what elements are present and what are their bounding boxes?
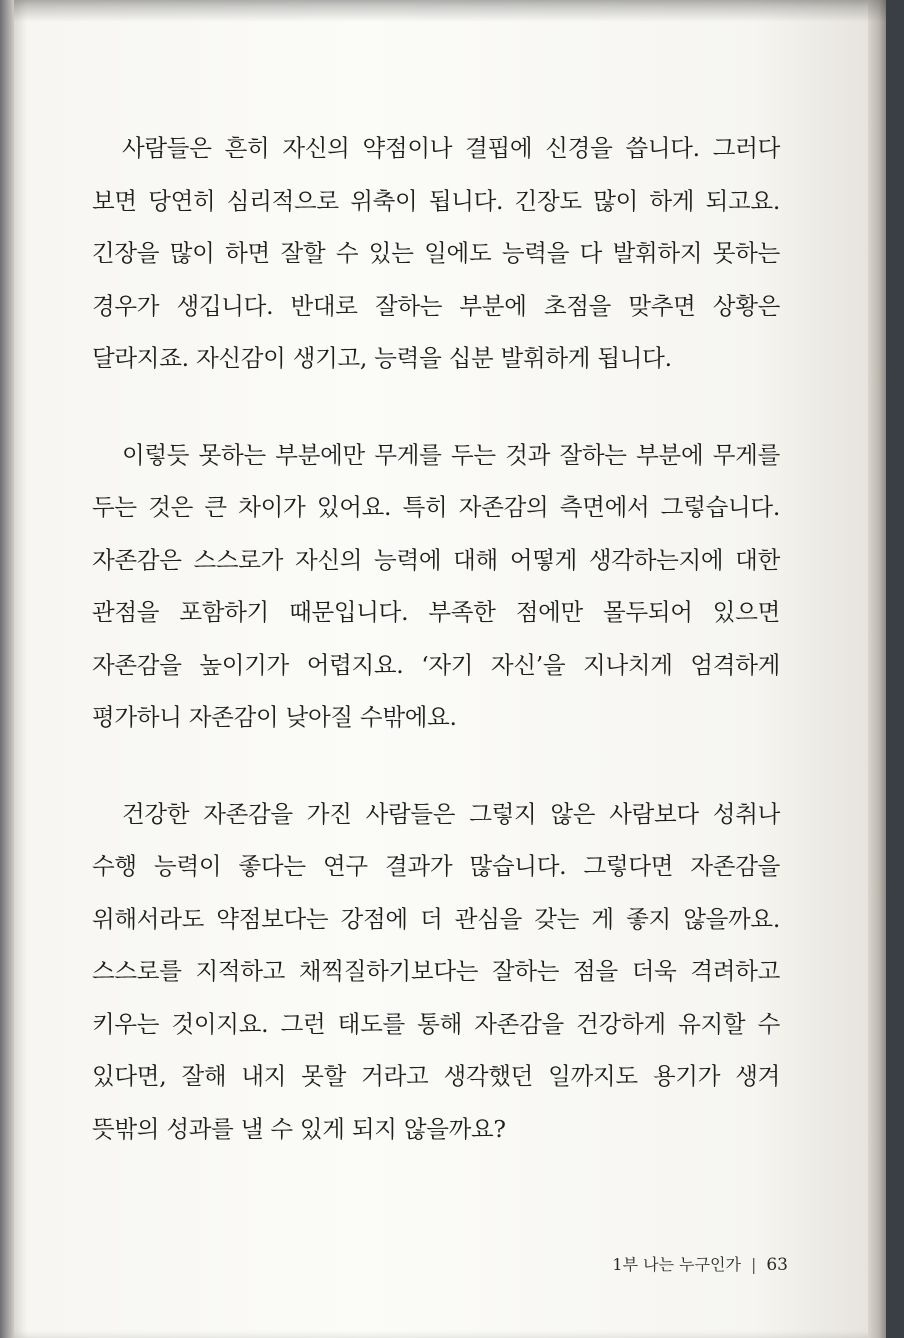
page-footer xyxy=(612,1252,788,1275)
top-shadow xyxy=(14,0,886,22)
footer-separator: | xyxy=(750,1255,757,1274)
paragraph-1: 사람들은 흔히 자신의 약점이나 결핍에 신경을 씁니다. 그러다 보면 당연히 심리적으로 위축이 됩니다. 긴장도 많이 하게 되고요. 긴장을 많이 하면 잘할 수 있는 일에도 능력을 다 발휘하지 못하는 경우가 생깁니다. 반대로 잘하는 부분에 초점을 맞추면 상황은 달라지죠. 자신감이 생기고, 능력을 십분 발휘하게 됩니다. xyxy=(92,134,780,372)
paragraph-3: 건강한 자존감을 가진 사람들은 그렇지 않은 사람보다 성취나 수행 능력이 좋다는 연구 결과가 많습니다. 그렇다면 자존감을 위해서라도 약점보다는 강점에 더 관심을 갖는 게 좋지 않을까요. 스스로를 지적하고 채찍질하기보다는 잘하는 점을 더욱 격려하고 키우는 것이지요. 그런 태도를 통해 자존감을 건강하게 유지할 수 있다면, 잘해 내지 못할 거라고 생각했던 일까지도 용기가 생겨 뜻밖의 성과를 낼 수 있게 되지 않을까요? xyxy=(92,799,780,1143)
page-edge xyxy=(868,0,886,1338)
paragraph-2: 이렇듯 못하는 부분에만 무게를 두는 것과 잘하는 부분에 무게를 두는 것은 큰 차이가 있어요. 특히 자존감의 측면에서 그렇습니다. 자존감은 스스로가 자신의 능력에 대해 어떻게 생각하는지에 대한 관점을 포함하기 때문입니다. 부족한 점에만 몰두되어 있으면 자존감을 높이기가 어렵지요. ‘자기 자신’을 지나치게 엄격하게 평가하니 자존감이 낮아질 수밖에요. xyxy=(92,440,780,731)
binding-shadow xyxy=(0,0,14,1338)
section-title: 1부 나는 누구인가 xyxy=(612,1255,741,1274)
page-number: 63 xyxy=(766,1255,788,1275)
body-text xyxy=(92,122,780,1199)
